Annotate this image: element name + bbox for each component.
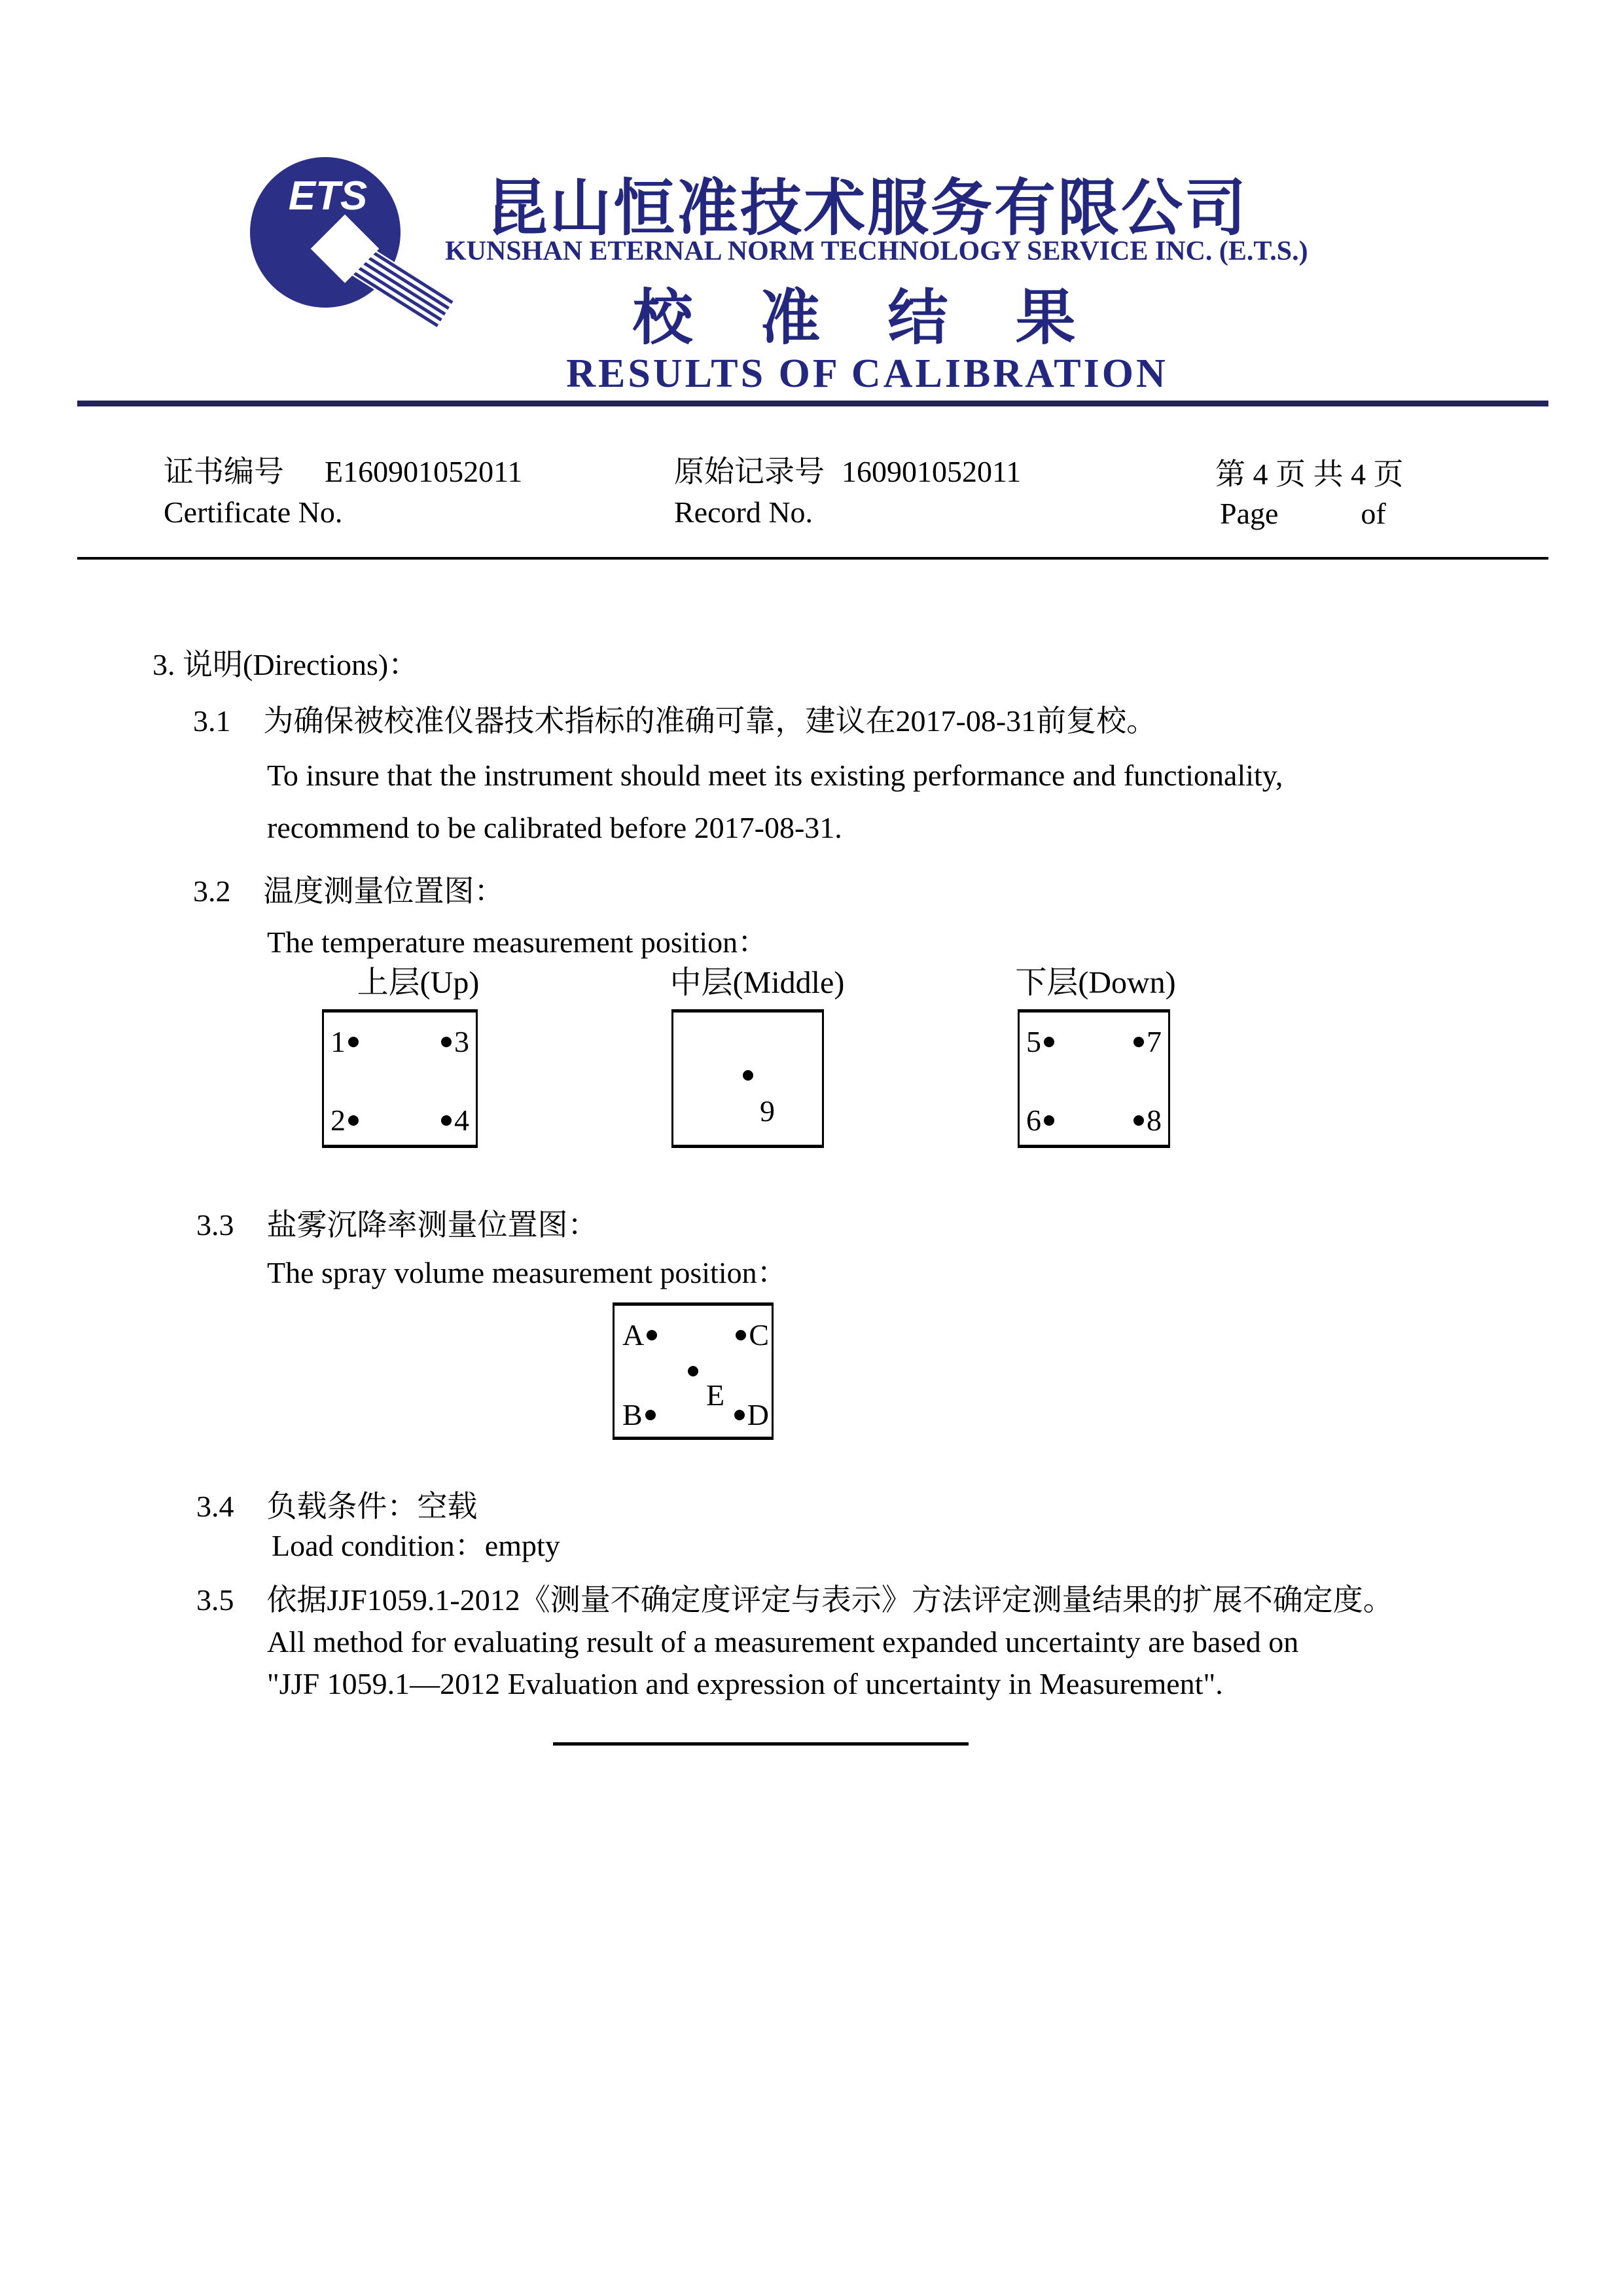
section-3-5-number: 3.5	[196, 1583, 234, 1617]
section-3-4-line	[196, 1488, 478, 1526]
temp-up-point-4: 4	[441, 1105, 469, 1136]
section-3-1-text-en1: To insure that the instrument should meet its existing performance and functionality,	[267, 759, 1283, 792]
spray-point-B: B	[622, 1400, 656, 1430]
section-3-5-text-en1: All method for evaluating result of a measurement expanded uncertainty are based on	[267, 1625, 1299, 1659]
record-number-value: 160901052011	[842, 455, 1022, 488]
measurement-dot	[647, 1330, 657, 1340]
temp-down-point-7: 7	[1133, 1027, 1162, 1057]
page-indicator-cn: 第 4 页 共 4 页	[1215, 457, 1404, 491]
section-3-1-text-cn: 为确保被校准仪器技术指标的准确可靠，建议在2017-08-31前复校。	[263, 704, 1157, 738]
certificate-number-value: E160901052011	[325, 455, 523, 488]
measurement-dot	[688, 1366, 698, 1376]
page-word: Page	[1220, 497, 1279, 530]
section-3-5-text-cn: 依据JJF1059.1-2012《测量不确定度评定与表示》方法评定测量结果的扩展不确定度。	[266, 1583, 1393, 1617]
section-3-4-text-en: Load condition：empty	[272, 1529, 560, 1562]
measurement-dot	[348, 1037, 359, 1047]
measurement-dot	[1133, 1115, 1144, 1126]
section-3-5-text-en2: "JJF 1059.1—2012 Evaluation and expression of uncertainty in Measurement".	[267, 1667, 1223, 1700]
directions-heading: 3. 说明(Directions)：	[152, 648, 419, 681]
certificate-label-en: Certificate No.	[164, 495, 343, 529]
temp-diagram-label-up: 上层(Up)	[357, 965, 480, 1000]
measurement-dot	[441, 1115, 452, 1126]
temp-down-point-8: 8	[1133, 1105, 1162, 1136]
temp-diagram-box-up	[322, 1009, 478, 1148]
company-name-chinese: 昆山恒准技术服务有限公司	[486, 175, 1248, 243]
section-3-5-line	[196, 1581, 1393, 1619]
record-number-line	[674, 454, 1021, 490]
section-3-3-text-cn: 盐雾沉降率测量位置图：	[266, 1208, 598, 1242]
temp-down-point-5: 5	[1026, 1027, 1054, 1057]
logo-ets-text: ETS	[288, 173, 368, 219]
section-3-4-text-cn: 负载条件：空载	[266, 1490, 478, 1523]
temp-diagram-box-middle	[671, 1009, 824, 1148]
temp-diagram-label-down: 下层(Down)	[1015, 965, 1176, 1000]
measurement-dot	[1044, 1037, 1054, 1047]
ets-company-logo	[247, 152, 463, 329]
section-3-1-line	[193, 702, 1156, 740]
spray-point-D: D	[734, 1400, 769, 1430]
spray-diagram-box	[613, 1302, 774, 1440]
temp-down-point-6: 6	[1026, 1105, 1054, 1136]
measurement-dot	[734, 1410, 745, 1420]
measurement-dot	[1044, 1115, 1054, 1126]
section-3-4-number: 3.4	[196, 1490, 234, 1523]
document-title-chinese: 校 准 结 果	[632, 285, 1102, 351]
temp-up-point-2: 2	[330, 1105, 359, 1136]
document-title-english: RESULTS OF CALIBRATION	[566, 351, 1168, 396]
spray-point-C: C	[736, 1320, 769, 1350]
certificate-number-line	[164, 454, 522, 490]
certificate-label-cn: 证书编号	[164, 455, 284, 488]
section-3-3-line	[196, 1206, 598, 1244]
measurement-dot	[441, 1037, 452, 1047]
section-3-1-number: 3.1	[193, 704, 231, 738]
temp-up-point-3: 3	[441, 1027, 469, 1057]
section-3-1-text-en2: recommend to be calibrated before 2017-08-31.	[267, 811, 842, 844]
measurement-dot	[645, 1410, 656, 1420]
record-label-en: Record No.	[674, 495, 813, 529]
section-3-2-text-en: The temperature measurement position：	[267, 925, 768, 959]
spray-point-E: E	[706, 1378, 725, 1412]
section-3-3-text-en: The spray volume measurement position：	[267, 1256, 787, 1289]
header-brand-block	[445, 152, 1308, 414]
temp-up-point-1: 1	[330, 1027, 359, 1057]
temp-diagram-label-middle: 中层(Middle)	[669, 965, 845, 1000]
end-of-document-rule	[553, 1742, 969, 1746]
section-3-2-number: 3.2	[193, 874, 231, 908]
measurement-dot	[743, 1070, 753, 1081]
section-3-3-number: 3.3	[196, 1208, 234, 1242]
of-word: of	[1361, 497, 1386, 530]
meta-divider-rule	[77, 557, 1548, 560]
spray-point-A: A	[622, 1320, 657, 1350]
temp-middle-point-9: 9	[760, 1094, 775, 1128]
section-3-2-text-cn: 温度测量位置图：	[263, 874, 505, 908]
record-label-cn: 原始记录号	[674, 455, 825, 488]
temp-diagram-box-down	[1018, 1009, 1170, 1148]
company-name-english: KUNSHAN ETERNAL NORM TECHNOLOGY SERVICE INC. (E.T.S.)	[445, 236, 1308, 266]
header-divider-rule	[77, 401, 1548, 406]
measurement-dot	[736, 1330, 746, 1340]
section-3-2-line	[193, 872, 505, 910]
measurement-dot	[1133, 1037, 1144, 1047]
page-indicator-en	[1220, 495, 1386, 531]
measurement-dot	[348, 1115, 359, 1126]
